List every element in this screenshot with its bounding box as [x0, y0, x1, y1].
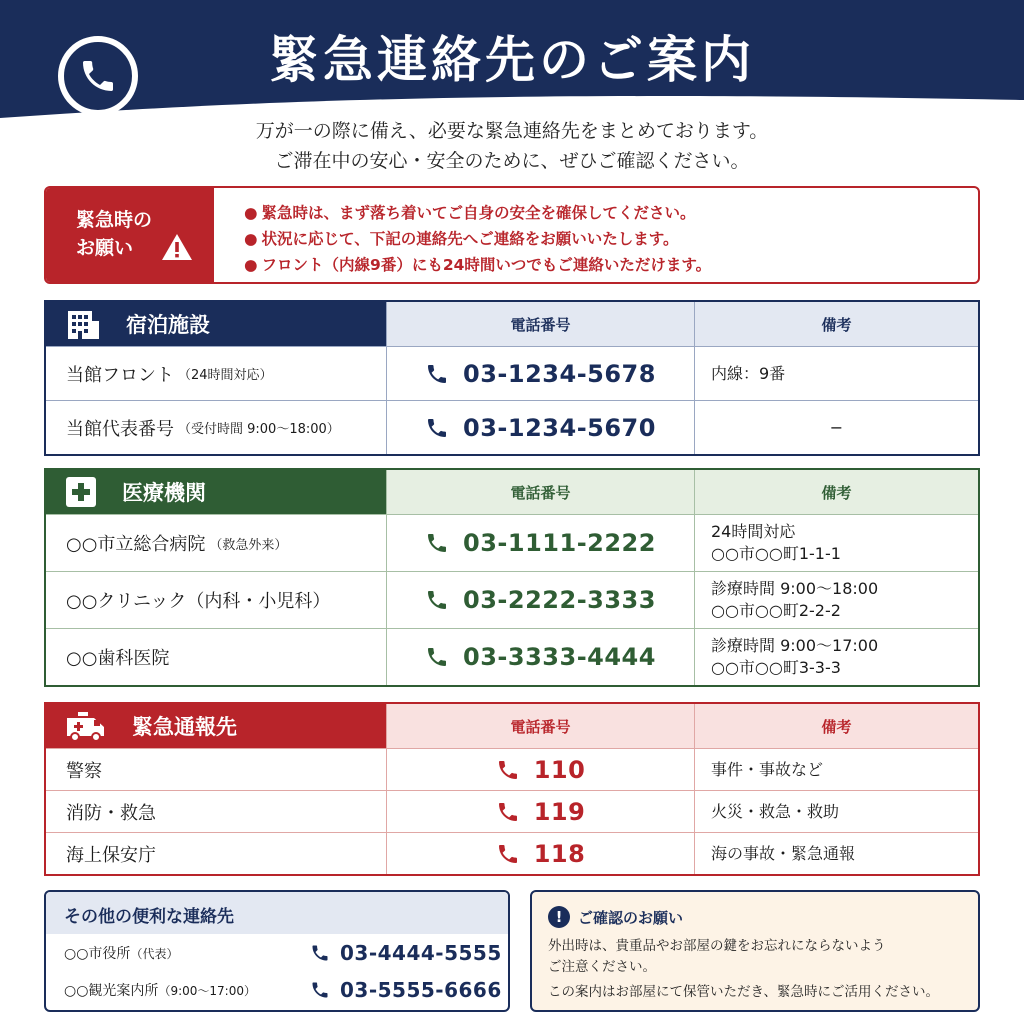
alert-item: ● 状況に応じて、下記の連絡先へご連絡をお願いいたします。 — [244, 226, 711, 252]
phone-icon — [425, 362, 449, 386]
phone-cell — [386, 401, 694, 454]
phone-icon — [425, 588, 449, 612]
contact-name: ○○クリニック（内科・小児科） — [66, 591, 331, 612]
phone-number-link[interactable]: 03-2222-3333 — [425, 586, 656, 614]
phone-number-link[interactable]: 118 — [496, 840, 586, 868]
contact-name: 当館フロント （24時間対応） — [66, 364, 273, 386]
phone-cell — [386, 833, 694, 874]
alert-label — [46, 188, 214, 282]
intro-line-2: ご滞在中の安心・安全のために、ぜひご確認ください。 — [274, 150, 750, 172]
table-row — [46, 790, 978, 832]
phone-number-link[interactable]: 03-1234-5678 — [425, 360, 656, 388]
other-contacts-title: その他の便利な連絡先 — [46, 892, 508, 934]
phone-icon — [425, 531, 449, 555]
phone-cell — [386, 791, 694, 832]
phone-number-link[interactable]: 03-1234-5670 — [425, 414, 656, 442]
alert-item: ● フロント（内線9番）にも24時間いつでもご連絡いただけます。 — [244, 252, 711, 278]
phone-cell — [386, 629, 694, 685]
lodging-header-row — [46, 302, 978, 346]
emergency-request-box — [44, 186, 980, 284]
phone-number-link[interactable]: 110 — [496, 756, 586, 784]
phone-icon — [58, 36, 138, 116]
phone-cell — [386, 749, 694, 790]
emergency-header-row — [46, 704, 978, 748]
medical-cross-icon — [64, 475, 98, 509]
alert-item: ● 緊急時は、まず落ち着いてご自身の安全を確保してください。 — [244, 200, 711, 226]
table-row — [46, 400, 978, 454]
contact-note: 内線：9番 — [694, 347, 978, 400]
medical-title: 医療機関 — [122, 481, 206, 505]
contact-name: 消防・救急 — [66, 802, 156, 824]
contact-note: − — [694, 401, 978, 454]
building-icon — [64, 307, 102, 341]
emergency-col-note: 備考 — [694, 704, 978, 748]
phone-icon — [496, 800, 520, 824]
phone-icon — [425, 416, 449, 440]
phone-number-link[interactable]: 03-3333-4444 — [425, 643, 656, 671]
list-item — [46, 971, 508, 1008]
medical-section-title — [46, 470, 386, 514]
phone-cell — [386, 572, 694, 628]
phone-number-link[interactable]: 03-4444-5555 — [310, 941, 502, 965]
intro-line-1: 万が一の際に備え、必要な緊急連絡先をまとめております。 — [255, 120, 769, 142]
table-row — [46, 514, 978, 571]
alert-list — [244, 200, 711, 278]
phone-icon — [425, 645, 449, 669]
contact-name: 警察 — [66, 760, 102, 782]
table-row — [46, 571, 978, 628]
emergency-col-phone: 電話番号 — [386, 704, 694, 748]
phone-icon — [310, 980, 330, 1000]
phone-cell — [386, 347, 694, 400]
contact-name: ○○市役所（代表） — [64, 945, 179, 962]
lodging-col-note: 備考 — [694, 302, 978, 346]
page-title: 緊急連絡先のご案内 — [269, 30, 755, 89]
alert-label-line-2: お願い — [76, 237, 134, 259]
emergency-section-title — [46, 704, 386, 748]
contact-note: 事件・事故など — [694, 749, 978, 790]
other-contacts-box — [44, 890, 510, 1012]
ambulance-icon — [64, 710, 108, 742]
contact-name: ○○市立総合病院 （救急外来） — [66, 534, 288, 555]
phone-icon — [496, 758, 520, 782]
confirmation-title: ! ご確認のお願い — [548, 906, 978, 928]
emergency-table — [44, 702, 980, 876]
contact-name: 海上保安庁 — [66, 844, 156, 866]
header-banner — [0, 0, 1024, 118]
phone-icon — [310, 943, 330, 963]
lodging-col-phone: 電話番号 — [386, 302, 694, 346]
table-row — [46, 346, 978, 400]
confirmation-box — [530, 890, 980, 1012]
phone-number-link[interactable]: 119 — [496, 798, 586, 826]
exclamation-icon: ! — [548, 906, 570, 928]
confirmation-text: 外出時は、貴重品やお部屋の鍵をお忘れにならないよう ご注意ください。 — [548, 938, 886, 975]
table-row — [46, 628, 978, 685]
contact-note: 診療時間 9:00〜18:00 ○○市○○町2-2-2 — [694, 572, 978, 628]
phone-number-link[interactable]: 03-5555-6666 — [310, 978, 502, 1002]
lodging-section-title — [46, 302, 386, 346]
intro-text — [0, 116, 1024, 176]
list-item — [46, 934, 508, 971]
table-row — [46, 832, 978, 874]
contact-name: ○○観光案内所（9:00〜17:00） — [64, 982, 256, 999]
medical-header-row — [46, 470, 978, 514]
lodging-title: 宿泊施設 — [126, 313, 210, 337]
contact-note: 火災・救急・救助 — [694, 791, 978, 832]
header-wave — [0, 94, 1024, 118]
warning-icon — [160, 232, 194, 262]
lodging-table — [44, 300, 980, 456]
contact-name: ○○歯科医院 — [66, 648, 170, 669]
phone-cell — [386, 515, 694, 571]
confirmation-text: この案内はお部屋にて保管いただき、緊急時にご活用ください。 — [548, 984, 939, 1000]
contact-note: 診療時間 9:00〜17:00 ○○市○○町3-3-3 — [694, 629, 978, 685]
table-row — [46, 748, 978, 790]
contact-note: 海の事故・緊急通報 — [694, 833, 978, 874]
medical-col-phone: 電話番号 — [386, 470, 694, 514]
medical-col-note: 備考 — [694, 470, 978, 514]
alert-label-line-1: 緊急時の — [76, 209, 153, 231]
contact-note: 24時間対応 ○○市○○町1-1-1 — [694, 515, 978, 571]
medical-table — [44, 468, 980, 687]
contact-name: 当館代表番号 （受付時間 9:00〜18:00） — [66, 418, 340, 440]
emergency-title: 緊急通報先 — [132, 715, 237, 739]
phone-number-link[interactable]: 03-1111-2222 — [425, 529, 656, 557]
phone-icon — [496, 842, 520, 866]
